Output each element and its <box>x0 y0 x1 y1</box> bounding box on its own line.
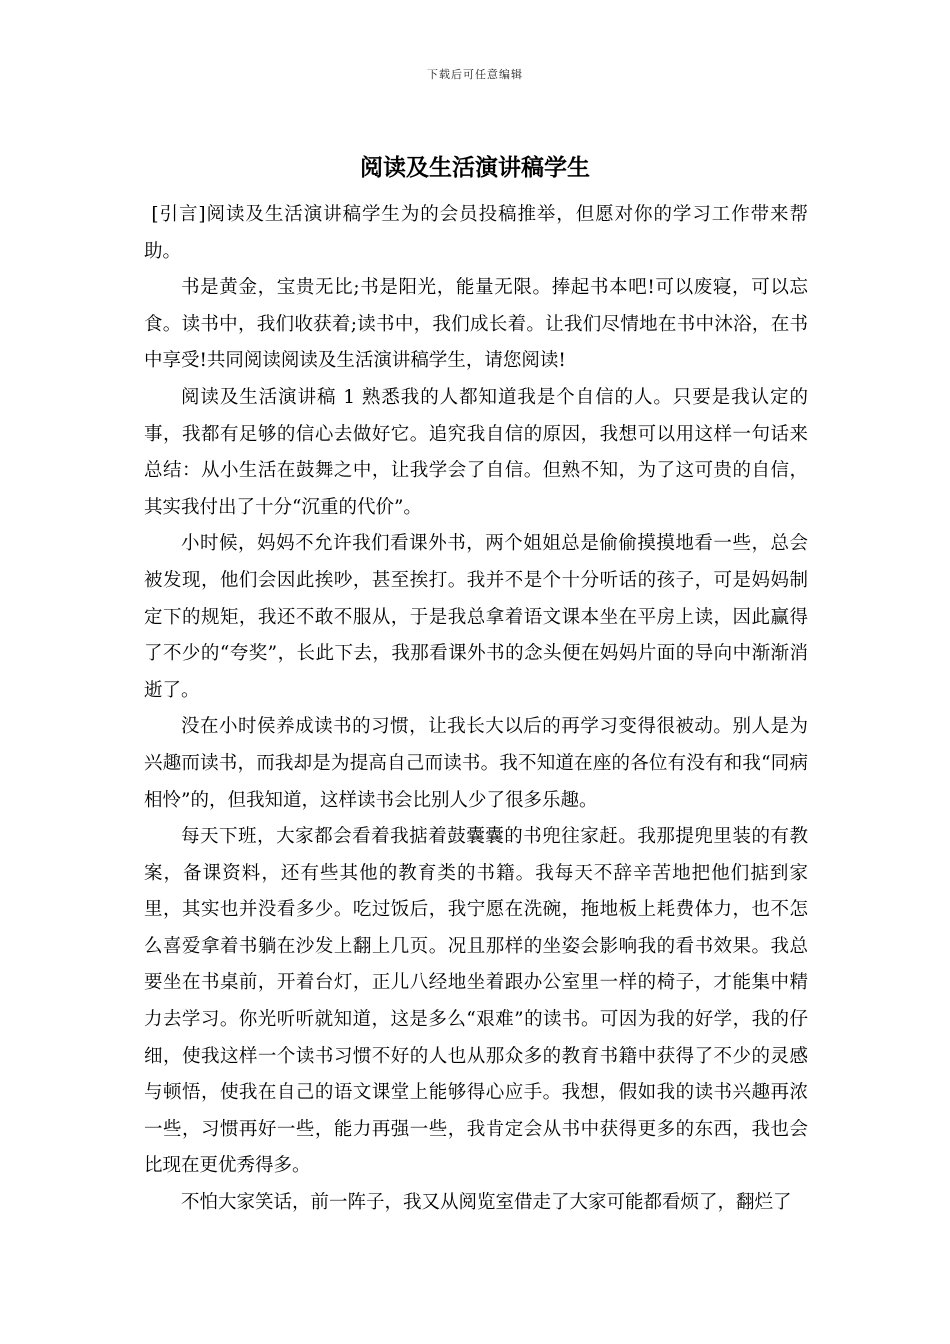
paragraph: 书是黄金，宝贵无比;书是阳光，能量无限。捧起书本吧!可以废寝，可以忘食。读书中，我们收获着;读书中，我们成长着。让我们尽情地在书中沐浴，在书中享受!共同阅读阅读及生活演讲稿学生，请您阅读! <box>144 277 808 372</box>
document-body <box>144 197 808 1222</box>
paragraph: 每天下班，大家都会看着我掂着鼓囊囊的书兜往家赶。我那提兜里装的有教案，备课资料，还有些其他的教育类的书籍。我每天不辞辛苦地把他们掂到家里，其实也并没看多少。吃过饭后，我宁愿在洗碗，拖地板上耗费体力，也不怎么喜爱拿着书躺在沙发上翻上几页。况且那样的坐姿会影响我的看书效果。我总要坐在书桌前，开着台灯，正儿八经地坐着跟办公室里一样的椅子，才能集中精力去学习。你光听听就知道，这是多么“艰难”的读书。可因为我的好学，我的仔细，使我这样一个读书习惯不好的人也从那众多的教育书籍中获得了不少的灵感与顿悟，使我在自己的语文课堂上能够得心应手。我想，假如我的读书兴趣再浓一些，习惯再好一些，能力再强一些，我肯定会从书中获得更多的东西，我也会比现在更优秀得多。 <box>144 826 808 1177</box>
header-note: 下载后可任意编辑 <box>427 68 523 81</box>
paragraph: 没在小时侯养成读书的习惯，让我长大以后的再学习变得很被动。别人是为兴趣而读书，而我却是为提高自己而读书。我不知道在座的各位有没有和我“同病相怜”的，但我知道，这样读书会比别人少了很多乐趣。 <box>144 716 808 811</box>
paragraph: 不怕大家笑话，前一阵子，我又从阅览室借走了大家可能都看烦了，翻烂了 <box>181 1192 792 1214</box>
paragraph-intro: [引言]阅读及生活演讲稿学生为的会员投稿推举，但愿对你的学习工作带来帮助。 <box>144 204 808 262</box>
paragraph: 小时候，妈妈不允许我们看课外书，两个姐姐总是偷偷摸摸地看一些，总会被发现，他们会因此挨吵，甚至挨打。我并不是个十分听话的孩子，可是妈妈制定下的规矩，我还不敢不服从，于是我总拿着语文课本坐在平房上读，因此赢得了不少的“夸奖”，长此下去，我那看课外书的念头便在妈妈片面的导向中渐渐消逝了。 <box>144 533 808 701</box>
paragraph: 阅读及生活演讲稿 1 熟悉我的人都知道我是个自信的人。只要是我认定的事，我都有足够的信心去做好它。追究我自信的原因，我想可以用这样一句话来总结：从小生活在鼓舞之中，让我学会了自信。但熟不知，为了这可贵的自信，其实我付出了十分“沉重的代价”。 <box>144 386 808 518</box>
document-title: 阅读及生活演讲稿学生 <box>360 154 590 181</box>
